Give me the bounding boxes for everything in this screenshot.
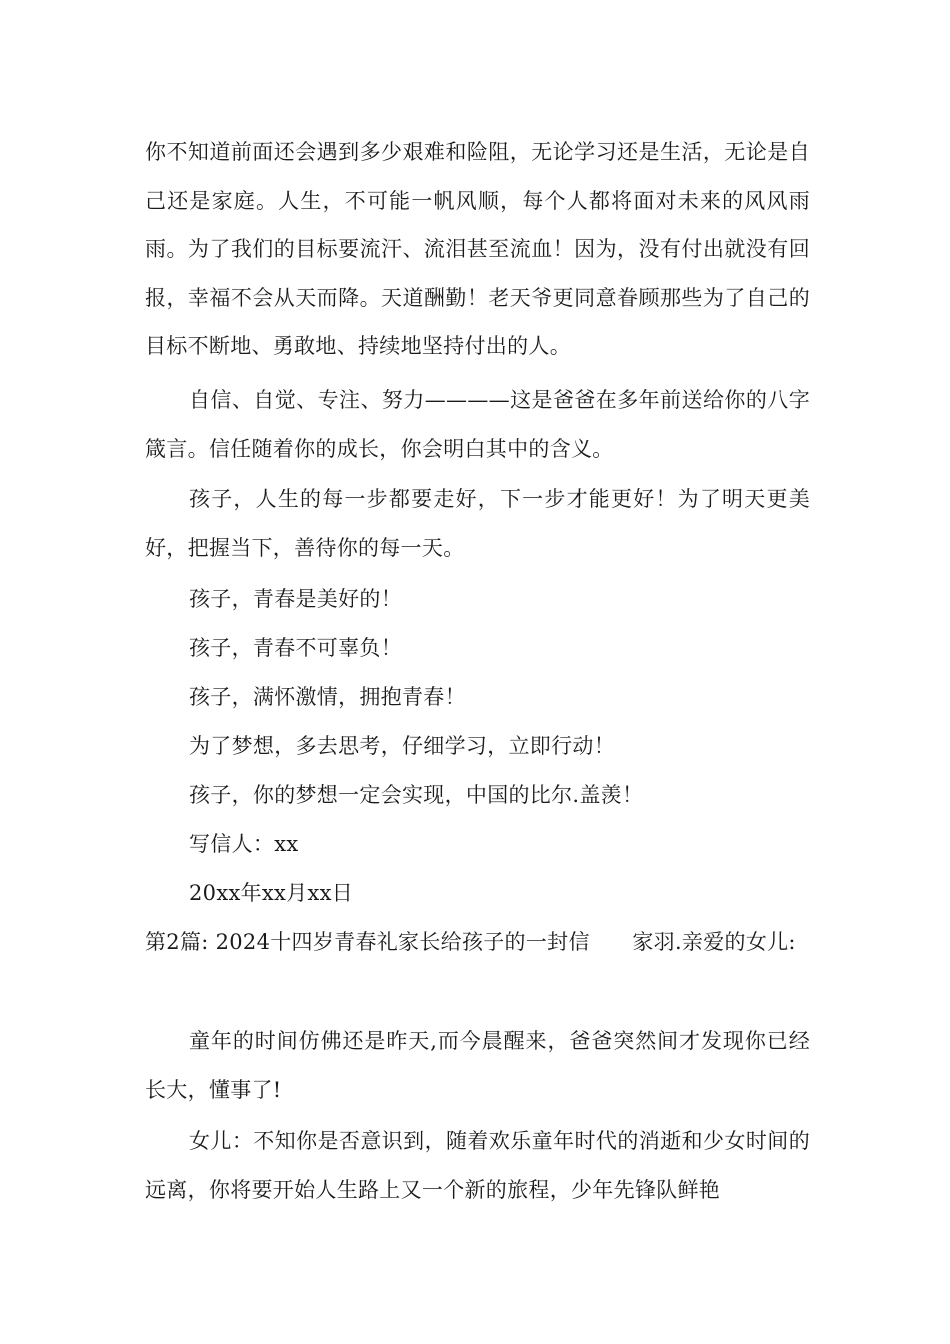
paragraph-perseverance: 你不知道前面还会遇到多少艰难和险阻，无论学习还是生活，无论是自己还是家庭。人生，不可能一帆风顺，每个人都将面对未来的风风雨雨。为了我们的目标要流汗、流泪甚至流血！因为，没有付出就没有回报，幸福不会从天而降。天道酬勤！老天爷更同意眷顾那些为了自己的目标不断地、勇敢地、持续地坚持付出的人。	[145, 140, 810, 358]
paragraph-for-dreams: 为了梦想，多去思考，仔细学习，立即行动！	[189, 734, 615, 758]
section-heading-second-letter: 第2篇: 2024十四岁青春礼家长给孩子的一封信 家羽.亲爱的女儿:	[145, 930, 796, 954]
paragraph-eight-word-motto: 自信、自觉、专注、努力————这是爸爸在多年前送给你的八字箴言。信任随着你的成长，你会明白其中的含义。	[145, 388, 810, 461]
paragraph-dream-come-true: 孩子，你的梦想一定会实现，中国的比尔.盖羡！	[189, 783, 644, 807]
paragraph-youth-beautiful: 孩子，青春是美好的！	[189, 587, 402, 611]
paragraph-new-journey: 女儿：不知你是否意识到，随着欢乐童年时代的消逝和少女时间的远离，你将要开始人生路上又一个新的旅程，少年先锋队鲜艳	[145, 1129, 810, 1202]
paragraph-youth-not-wasted: 孩子，青春不可辜负！	[189, 636, 402, 660]
paragraph-embrace-youth: 孩子，满怀激情，拥抱青春！	[189, 685, 466, 709]
letter-signature: 写信人：xx	[189, 832, 299, 856]
paragraph-childhood-yesterday: 童年的时间仿佛还是昨天,而今晨醒来，爸爸突然间才发现你已经长大，懂事了!	[145, 1029, 810, 1102]
letter-date: 20xx年xx月xx日	[189, 881, 354, 905]
paragraph-every-step: 孩子，人生的每一步都要走好，下一步才能更好！为了明天更美好，把握当下，善待你的每一天。	[145, 487, 810, 560]
